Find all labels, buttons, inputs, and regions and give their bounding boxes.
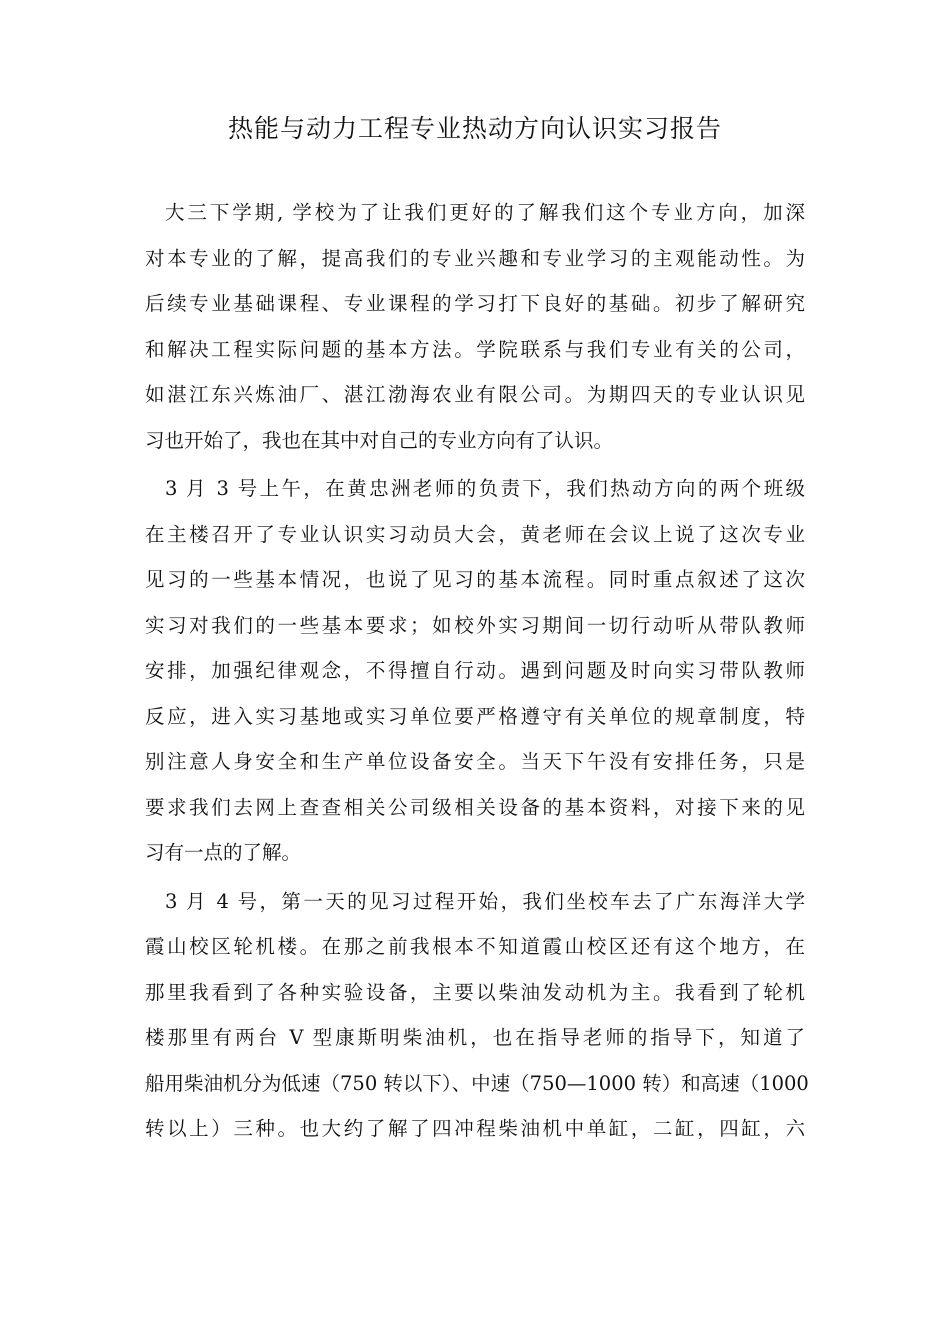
text-line: 安排，加强纪律观念，不得擅自行动。遇到问题及时向实习带队教师	[145, 659, 805, 682]
text-line: 3 月 3 号上午，在黄忠洲老师的负责下，我们热动方向的两个班级	[165, 477, 805, 500]
document-title: 热能与动力工程专业热动方向认识实习报告	[227, 114, 722, 143]
text-line: 对本专业的了解，提高我们的专业兴趣和专业学习的主观能动性。为	[145, 246, 805, 270]
text-line: 习有一点的了解。	[145, 841, 302, 864]
text-line: 习也开始了，我也在其中对自己的专业方向有了认识。	[145, 428, 614, 452]
text-line: 在主楼召开了专业认识实习动员大会，黄老师在会议上说了这次专业	[145, 522, 805, 546]
text-line: 实习对我们的一些基本要求；如校外实习期间一切行动听从带队教师	[145, 613, 805, 637]
text-line: 别注意人身安全和生产单位设备安全。当天下午没有安排任务，只是	[145, 750, 805, 773]
text-line: 转以上）三种。也大约了解了四冲程柴油机中单缸，二缸，四缸，六	[145, 1117, 805, 1140]
text-line: 大三下学期, 学校为了让我们更好的了解我们这个专业方向，加深	[165, 201, 805, 224]
text-line: 楼那里有两台 V 型康斯明柴油机，也在指导老师的指导下，知道了	[145, 1026, 805, 1049]
text-line: 见习的一些基本情况，也说了见习的基本流程。同时重点叙述了这次	[145, 568, 805, 591]
text-line: 船用柴油机分为低速（750 转以下）、中速（750—1000 转）和高速（1000	[145, 1071, 809, 1095]
text-line: 3 月 4 号，第一天的见习过程开始，我们坐校车去了广东海洋大学	[165, 889, 805, 913]
text-line: 反应，进入实习基地或实习单位要严格遵守有关单位的规章制度，特	[145, 704, 805, 728]
document-body	[145, 190, 809, 1152]
text-line: 霞山校区轮机楼。在那之前我根本不知道霞山校区还有这个地方，在	[145, 935, 805, 958]
paragraph-1	[145, 190, 805, 463]
text-line: 后续专业基础课程、专业课程的学习打下良好的基础。初步了解研究	[145, 292, 805, 315]
paragraph-2	[145, 466, 805, 876]
text-line: 那里我看到了各种实验设备，主要以柴油发动机为主。我看到了轮机	[145, 980, 805, 1004]
paragraph-3	[145, 879, 809, 1152]
text-line: 和解决工程实际问题的基本方法。学院联系与我们专业有关的公司，	[145, 337, 805, 361]
text-line: 如湛江东兴炼油厂、湛江渤海农业有限公司。为期四天的专业认识见	[145, 383, 805, 406]
text-line: 要求我们去网上查查相关公司级相关设备的基本资料，对接下来的见	[145, 795, 805, 819]
